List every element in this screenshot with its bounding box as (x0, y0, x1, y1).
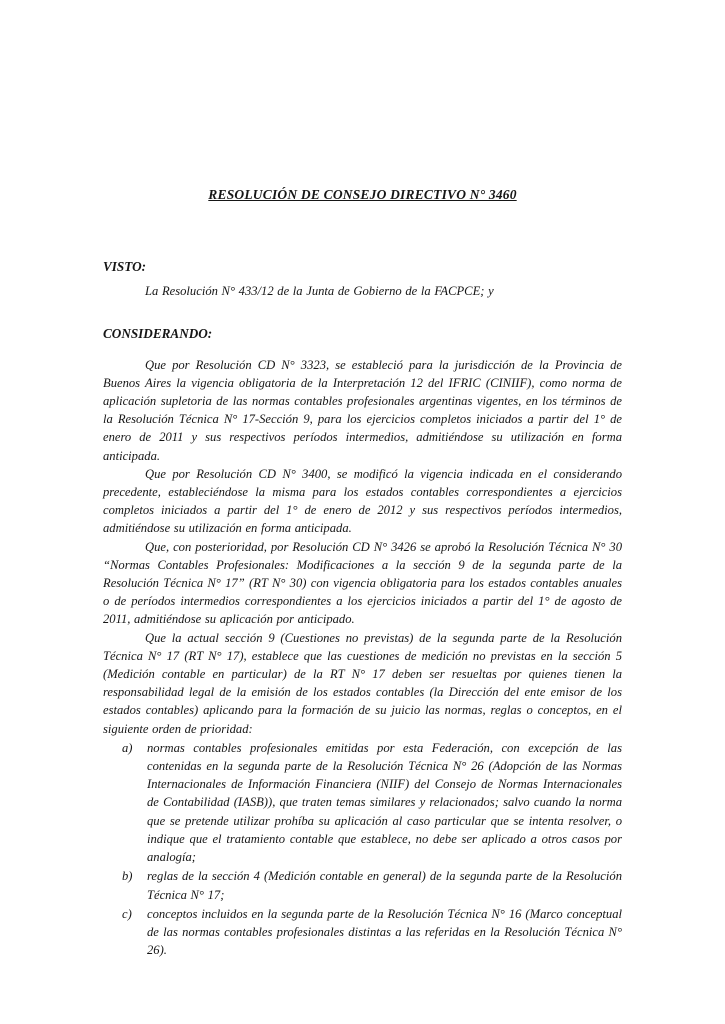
considerando-paragraph-3: Que, con posterioridad, por Resolución CD N° 3426 se aprobó la Resolución Técnica N° 30 “Normas Contables Profesionales: Modificaciones a la sección 9 de la segunda parte de la Resolución Técnica N° 17” (RT N° 30) con vigencia obligatoria para los estados contables anuales o de períodos intermedios correspondientes a los ejercicios iniciados a partir del 1° de agosto de 2011, admitiéndose su aplicación por anticipado. (103, 539, 622, 627)
considerando-paragraph-2: Que por Resolución CD N° 3400, se modificó la vigencia indicada en el considerando precedente, estableciéndose la misma para los estados contables correspondientes a ejercicios completos iniciados a partir del 1° de enero de 2012 y sus respectivos períodos intermedios, admitiéndose su utilización en forma anticipada. (103, 466, 622, 536)
list-item-a-text: normas contables profesionales emitidas por esta Federación, con excepción de las contenidas en la segunda parte de la Resolución Técnica N° 26 (Adopción de las Normas Internacionales de Información Financiera (NIIF) del Consejo de Normas Internacionales de Contabilidad (IASB)), que traten temas similares y relacionados; salvo cuando la norma que se pretende utilizar prohíba su aplicación al caso particular que se intenta resolver, o indique que el tratamiento contable que establece, no debe ser aplicado a otros casos por analogía; (147, 740, 622, 865)
list-item-c-marker: c) (122, 906, 132, 921)
list-item-a (103, 739, 622, 866)
list-item-b (103, 867, 622, 903)
considerando-paragraph-1: Que por Resolución CD N° 3323, se estableció para la jurisdicción de la Provincia de Buenos Aires la vigencia obligatoria de la Interpretación 12 del IFRIC (CINIIF), como norma de aplicación supletoria de las normas contables profesionales argentinas vigentes, en los términos de la Resolución Técnica N° 17-Sección 9, para los ejercicios completos iniciados a partir del 1° de enero de 2011 y sus respectivos períodos intermedios, admitiéndose su utilización en forma anticipada. (103, 357, 622, 463)
list-item-a-marker: a) (122, 740, 133, 755)
considerando-paragraph-4: Que la actual sección 9 (Cuestiones no previstas) de la segunda parte de la Resolución Técnica N° 17 (RT N° 17), establece que las cuestiones de medición no previstas en la sección 5 (Medición contable en particular) de la RT N° 17 deben ser resueltas por quienes tienen la responsabilidad legal de la emisión de los estados contables (la Dirección del ente emisor de los estados contables) aplicando para la formación de su juicio las normas, reglas o conceptos, en el siguiente orden de prioridad: (103, 630, 622, 736)
list-item-b-text: reglas de la sección 4 (Medición contable en general) de la segunda parte de la Resolución Técnica N° 17; (147, 869, 622, 902)
list-item-b-marker: b) (122, 869, 133, 884)
list-item-c-text: conceptos incluidos en la segunda parte de la Resolución Técnica N° 16 (Marco conceptual de las normas contables profesionales distintas a las referidas en la Resolución Técnica N° 26). (147, 906, 622, 958)
priority-order-list (103, 739, 622, 959)
visto-paragraph: La Resolución N° 433/12 de la Junta de Gobierno de la FACPCE; y (145, 284, 494, 299)
visto-heading: VISTO: (103, 259, 146, 274)
considerando-heading: CONSIDERANDO: (103, 326, 213, 342)
document-title: RESOLUCIÓN DE CONSEJO DIRECTIVO N° 3460 (208, 187, 517, 202)
list-item-c (103, 905, 622, 960)
